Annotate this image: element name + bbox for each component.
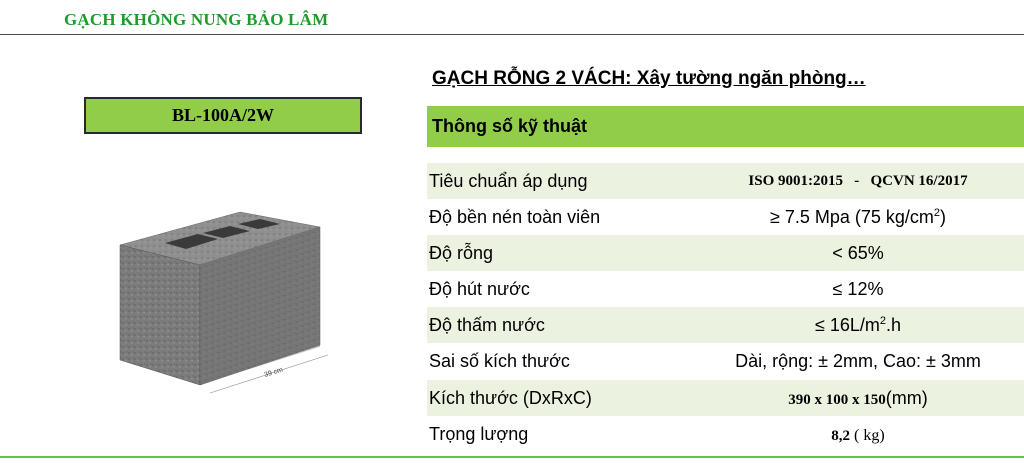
spec-row <box>427 343 1024 379</box>
spec-label: Sai số kích thước <box>429 350 570 371</box>
spec-label: Độ hút nước <box>429 278 530 299</box>
spec-label: Tiêu chuẩn áp dụng <box>429 170 588 191</box>
header-divider <box>0 34 1024 35</box>
spec-row <box>427 380 1024 416</box>
spec-value: 8,2 ( kg) <box>831 426 885 444</box>
spec-value: ≥ 7.5 Mpa (75 $kg/cm^2$) <box>769 206 947 227</box>
spec-value: ≤ 12% <box>832 278 884 299</box>
spec-row <box>427 307 1024 343</box>
model-code-box <box>84 97 362 134</box>
spec-label: Độ thấm nước <box>429 314 545 335</box>
model-code: BL-100A/2W <box>171 105 274 125</box>
spec-label: Độ rỗng <box>429 242 494 263</box>
footer-divider <box>0 456 1024 458</box>
spec-value: Dài, rộng: ± 2mm, Cao: ± 3mm <box>735 350 981 371</box>
spec-value: 390 x 100 x 150(mm) <box>788 387 928 408</box>
spec-value: ≤ $16L/m^2.h$ <box>814 314 902 335</box>
spec-label: Trọng lượng <box>429 423 529 444</box>
spec-header-label: Thông số kỹ thuật <box>432 116 587 136</box>
spec-row <box>427 199 1024 235</box>
spec-header <box>427 106 1024 147</box>
brand-name: GẠCH KHÔNG NUNG BẢO LÂM <box>64 10 329 29</box>
spec-value: < 65% <box>832 242 884 263</box>
spec-label: Độ bền nén toàn viên <box>429 206 601 227</box>
brick-image <box>110 195 350 405</box>
spec-row <box>427 416 1024 452</box>
product-title: GẠCH RỖNG 2 VÁCH: Xây tường ngăn phòng… <box>432 68 866 89</box>
dimension-label: 39 cm <box>263 366 284 379</box>
spec-label: Kích thước (DxRxC) <box>429 387 592 408</box>
spec-row <box>427 271 1024 307</box>
spec-value: ISO 9001:2015 - QCVN 16/2017 <box>748 172 968 189</box>
spec-row <box>427 235 1024 271</box>
spec-row <box>427 163 1024 199</box>
